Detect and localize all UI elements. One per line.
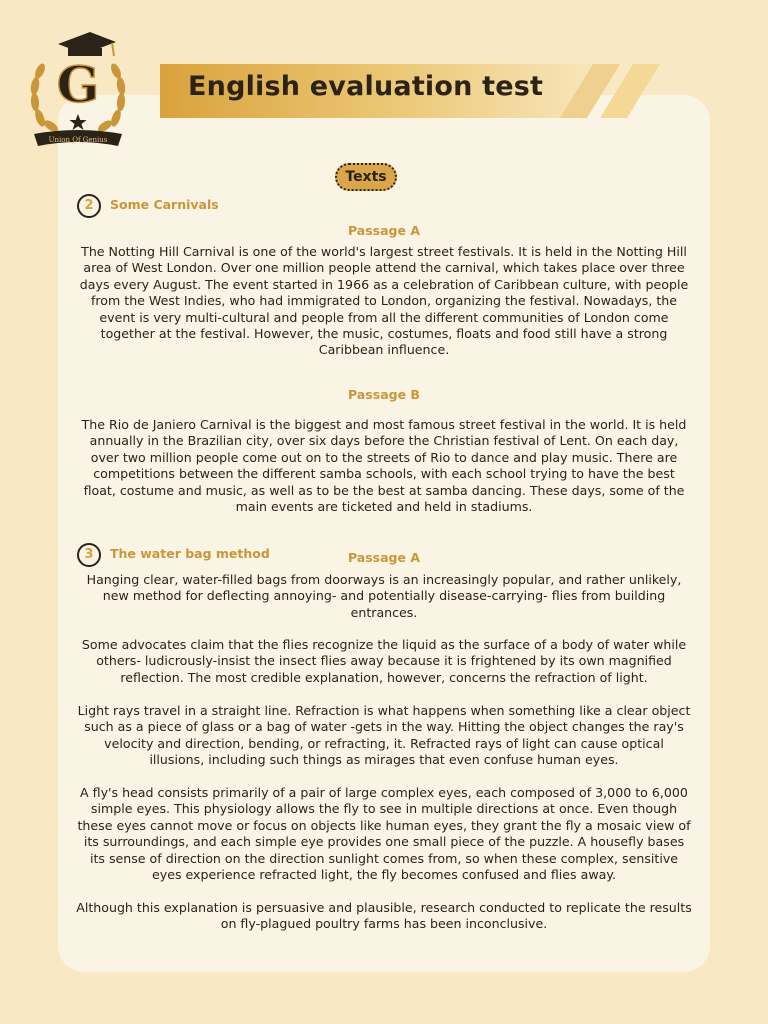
page-title: English evaluation test: [188, 71, 544, 102]
passage-paragraph: Light rays travel in a straight line. Refraction is what happens when something like a clear object such as a piece of glass or a bag of water -gets in the way. Hitting the object changes the ray's velocity and direction, bending, or refracting, it. Refracted rays of light can cause optical illusions, including such things as mirages that even confuse human eyes.: [77, 703, 691, 768]
section-number: 2: [77, 194, 101, 218]
passage-label: Passage B: [348, 387, 420, 402]
passage-paragraph: Some advocates claim that the flies recognize the liquid as the surface of a body of water while others- ludicrously-insist the insect flies away because it is frightened by its own magnified reflection. The most credible explanation, however, concerns the refraction of light.: [81, 637, 687, 685]
passage-paragraph: The Rio de Janiero Carnival is the biggest and most famous street festival in the world. It is held annually in the Brazilian city, over six days before the Christian festival of Lent. On each day, over two million people come out on to the streets of Rio to dance and play music. There are competitions between the different samba schools, with each school trying to have the best float, costume and music, as well as to be the best at samba dancing. These days, some of the main events are ticketed and held in stadiums.: [81, 417, 687, 515]
section-title: Some Carnivals: [110, 197, 219, 212]
passage-paragraph: Hanging clear, water-filled bags from doorways is an increasingly popular, and rather unlikely, new method for deflecting annoying- and potentially disease-carrying- flies from building entrances.: [86, 572, 682, 620]
texts-badge: Texts: [335, 163, 397, 191]
section-title: The water bag method: [110, 546, 270, 561]
union-of-genius-logo: [28, 30, 128, 152]
logo-ribbon-text: Union Of Genius: [48, 136, 108, 144]
passage-paragraph: The Notting Hill Carnival is one of the world's largest street festivals. It is held in the Notting Hill area of West London. Over one million people attend the carnival, which takes place over three days every August. The event started in 1966 as a celebration of Caribbean culture, with people from the West Indies, who had immigrated to London, organizing the festival. Nowadays, the event is very multi-cultural and people from all the different communities of London come together at the festival. However, the music, costumes, floats and food still have a strong Caribbean influence.: [79, 244, 689, 358]
section-number: 3: [77, 543, 101, 567]
passage-paragraph: Although this explanation is persuasive and plausible, research conducted to replicate the results on fly-plagued poultry farms has been inconclusive.: [76, 900, 692, 932]
passage-paragraph: A fly's head consists primarily of a pair of large complex eyes, each composed of 3,000 to 6,000 simple eyes. This physiology allows the fly to see in multiple directions at once. Even though these eyes cannot move or focus on objects like human eyes, they grant the fly a mosaic view of its surroundings, and each simple eye provides one small piece of the puzzle. A housefly bases its sense of direction on the direction sunlight comes from, so when these complex, sensitive eyes experience refracted light, the fly becomes confused and flies away.: [77, 785, 691, 883]
passage-label: Passage A: [347, 550, 421, 565]
passage-label: Passage A: [347, 223, 421, 238]
logo-letter: G: [56, 55, 100, 114]
